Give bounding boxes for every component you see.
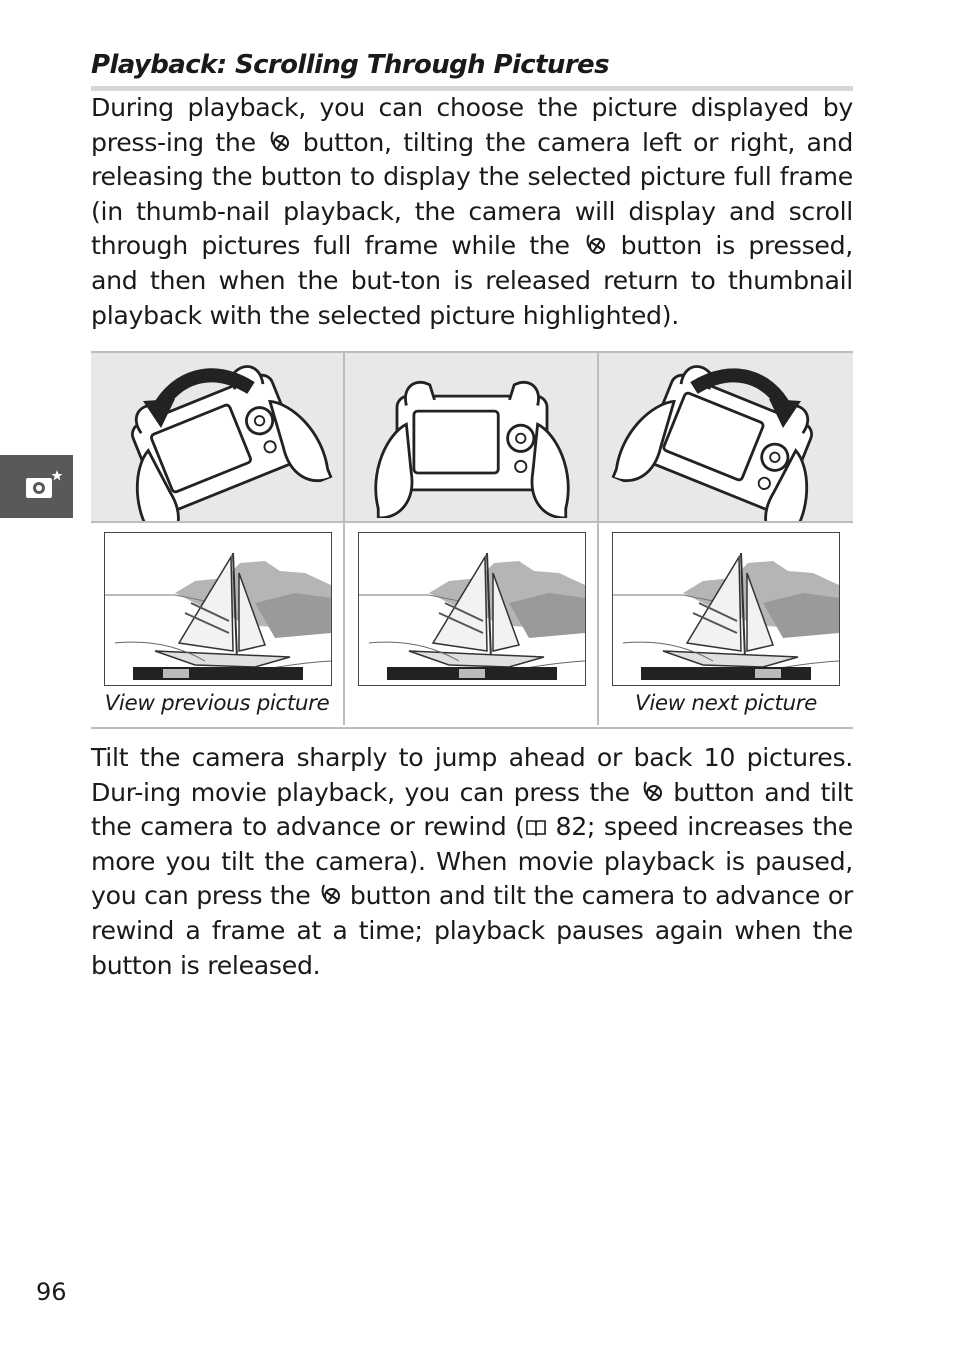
previous-picture-panel bbox=[91, 523, 345, 725]
next-picture-panel bbox=[599, 523, 853, 725]
detail-paragraph bbox=[91, 741, 853, 983]
tilt-right-illustration bbox=[599, 353, 853, 523]
current-picture-panel bbox=[345, 523, 599, 725]
intro-paragraph bbox=[91, 91, 853, 333]
intro-text-3: button is pressed, and then when the but-ton is released return to thumbnail playback with the selected picture highlighted). bbox=[91, 231, 853, 330]
tilt-left-illustration bbox=[91, 353, 345, 523]
page-number: 96 bbox=[36, 1278, 67, 1306]
camera-star-icon bbox=[0, 455, 73, 518]
detail-text-2: button and tilt the camera to advance or rewind ( bbox=[91, 777, 854, 842]
intro-text-2: button, tilting the camera left or right, and releasing the button to display the selected picture full frame (in thumb-nail playback, the camera will display and scroll through pictures full frame while the bbox=[91, 127, 854, 261]
detail-text-1: Tilt the camera sharply to jump ahead or back 10 pictures. Dur-ing movie playback, you can press the bbox=[91, 743, 853, 807]
tilt-right-panel bbox=[599, 353, 853, 523]
side-tab bbox=[0, 455, 73, 518]
caption-next: View next picture bbox=[635, 691, 817, 716]
level-panel bbox=[345, 353, 599, 523]
sailboat-picture bbox=[358, 532, 586, 686]
tilt-figure bbox=[91, 351, 853, 729]
effects-button-icon bbox=[583, 232, 607, 256]
effects-button-icon bbox=[267, 129, 291, 153]
detail-text-3: 82; speed increases the more you tilt the camera). When movie playback is paused, you can press the bbox=[91, 812, 853, 911]
detail-text-4: button and tilt the camera to advance or rewind a frame at a time; playback pauses again when the button is released. bbox=[91, 881, 853, 980]
book-icon bbox=[525, 817, 547, 837]
level-illustration bbox=[345, 353, 599, 523]
tilt-left-panel bbox=[91, 353, 345, 523]
sailboat-picture bbox=[612, 532, 840, 686]
caption-previous: View previous picture bbox=[104, 691, 330, 716]
sailboat-picture bbox=[104, 532, 332, 686]
page-heading: Playback: Scrolling Through Pictures bbox=[91, 44, 853, 91]
intro-text-1: During playback, you can choose the picture displayed by press-ing the bbox=[91, 93, 853, 157]
effects-button-icon bbox=[640, 779, 664, 803]
effects-button-icon bbox=[318, 882, 342, 906]
